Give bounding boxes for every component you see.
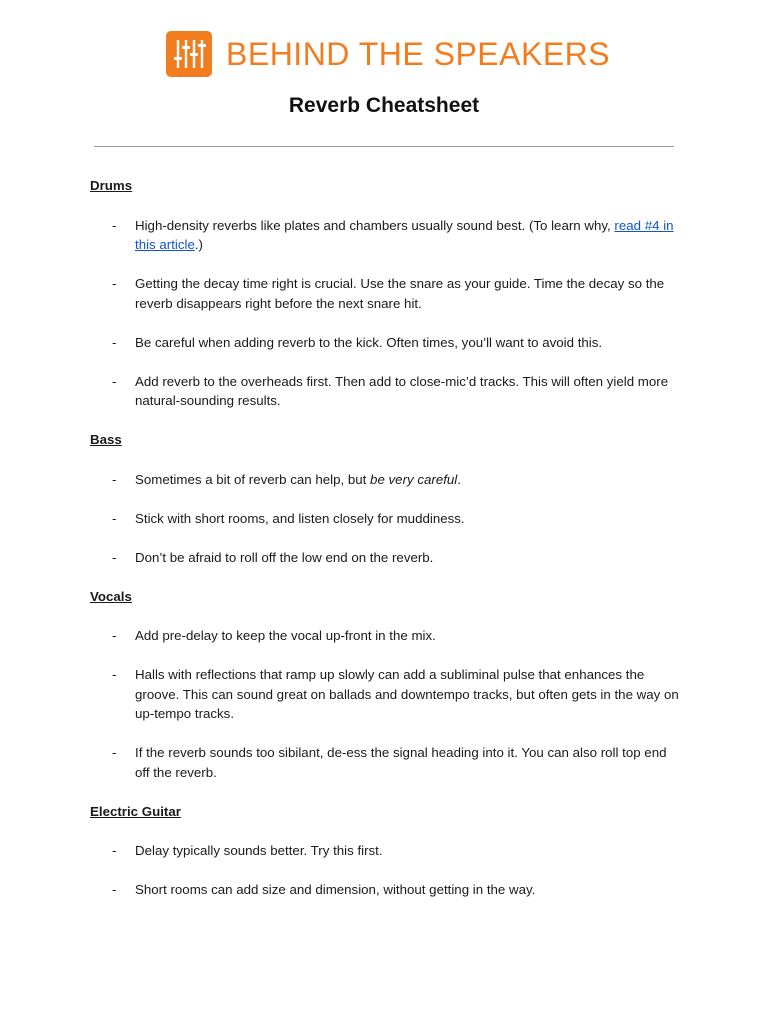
section-heading-drums: Drums [90,178,133,193]
bullet-text: Add reverb to the overheads first. Then add to close-mic’d tracks. This will often yield more natural-sounding results. [135,373,669,408]
article-link[interactable]: read #4 in this article [135,217,674,252]
list-item [90,372,680,411]
bullet-text-end: . [457,471,461,487]
list-item [90,665,680,724]
bullet-dash: - [112,549,117,565]
bullet-text: Getting the decay time right is crucial. Use the snare as your guide. Time the decay so the reverb disappears right before the next snare hit. [135,276,665,311]
page-title: Reverb Cheatsheet [288,94,480,117]
cheatsheet-body [90,176,680,919]
bullet-text: High-density reverbs like plates and chambers usually sound best. (To learn why, [135,217,615,233]
list-item [90,509,680,529]
list-item [90,333,680,353]
bullet-dash: - [112,882,117,897]
section-heading-electric-guitar: Electric Guitar [90,803,181,819]
bullet-dash: - [112,843,117,858]
bullet-dash: - [112,745,117,760]
bullet-text: Sometimes a bit of reverb can help, but [135,471,371,487]
list-item [90,274,680,313]
bullet-dash: - [112,334,117,350]
bullet-dash: - [112,373,117,389]
bullet-text: Add pre-delay to keep the vocal up-front in the mix. [135,628,436,643]
list-item [90,880,680,900]
list-item [90,743,680,782]
bullet-text: Delay typically sounds better. Try this first. [135,843,383,858]
brand-logo [166,30,610,78]
brand-name: BEHIND THE SPEAKERS [226,36,611,72]
bullet-dash: - [112,510,117,526]
bullet-text: Stick with short rooms, and listen closely for muddiness. [135,510,465,526]
bullet-text: If the reverb sounds too sibilant, de-ess the signal heading into it. You can also roll top end off the reverb. [135,745,667,780]
bullet-dash: - [112,276,117,291]
list-item [90,626,680,646]
list-item [90,841,680,861]
bullet-text: Halls with reflections that ramp up slowly can add a subliminal pulse that enhances the groove. This can sound great on ballads and downtempo tracks, but often gets in the way on up-tempo tracks. [135,667,679,721]
list-item [90,548,680,568]
list-item [90,470,680,490]
bullet-text-end: .) [194,237,203,252]
section-heading-vocals: Vocals [90,588,132,604]
bullet-dash: - [112,628,117,643]
emphasis-text: be very careful [370,471,458,487]
list-item [90,216,680,255]
bullet-text: Be careful when adding reverb to the kick. Often times, you’ll want to avoid this. [135,334,603,350]
bullet-text: Don’t be afraid to roll off the low end on the reverb. [135,549,434,565]
title-divider [94,146,674,147]
section-heading-bass: Bass [90,432,122,447]
bullet-text: Short rooms can add size and dimension, without getting in the way. [135,882,536,897]
bullet-dash: - [112,471,117,487]
mixer-faders-icon [166,31,212,77]
bullet-dash: - [112,217,117,233]
bullet-dash: - [112,667,117,682]
